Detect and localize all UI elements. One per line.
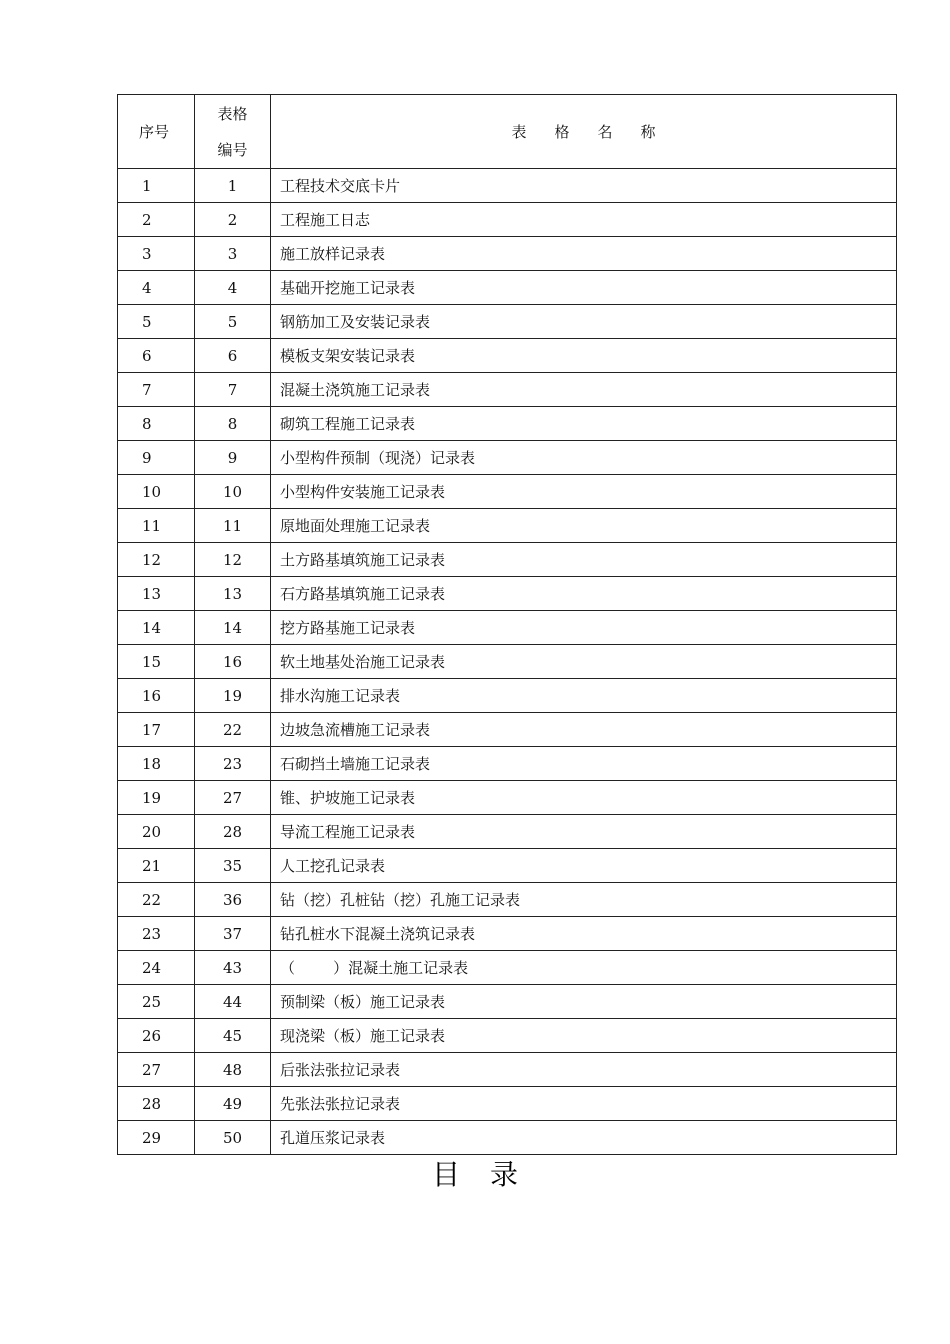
row-code-cell: 19 bbox=[195, 679, 271, 713]
row-seq-cell: 13 bbox=[118, 577, 195, 611]
row-code-cell: 5 bbox=[195, 305, 271, 339]
row-name-cell: 现浇梁（板）施工记录表 bbox=[271, 1019, 897, 1053]
row-seq-cell: 26 bbox=[118, 1019, 195, 1053]
row-code-cell: 6 bbox=[195, 339, 271, 373]
table-row bbox=[118, 917, 897, 951]
row-seq-cell: 7 bbox=[118, 373, 195, 407]
table-row bbox=[118, 577, 897, 611]
row-name-cell: 石方路基填筑施工记录表 bbox=[271, 577, 897, 611]
table-row bbox=[118, 1121, 897, 1155]
row-name-cell: 钢筋加工及安装记录表 bbox=[271, 305, 897, 339]
row-code-cell: 28 bbox=[195, 815, 271, 849]
table-row bbox=[118, 373, 897, 407]
row-code-cell: 36 bbox=[195, 883, 271, 917]
row-seq-cell: 14 bbox=[118, 611, 195, 645]
row-seq-cell: 16 bbox=[118, 679, 195, 713]
row-code-cell: 45 bbox=[195, 1019, 271, 1053]
row-code-cell: 12 bbox=[195, 543, 271, 577]
header-name: 表格名称 bbox=[271, 95, 897, 169]
row-code-cell: 13 bbox=[195, 577, 271, 611]
row-name-cell: 预制梁（板）施工记录表 bbox=[271, 985, 897, 1019]
row-name-cell: 原地面处理施工记录表 bbox=[271, 509, 897, 543]
row-name-cell: 先张法张拉记录表 bbox=[271, 1087, 897, 1121]
row-seq-cell: 2 bbox=[118, 203, 195, 237]
table-row bbox=[118, 849, 897, 883]
row-seq-cell: 15 bbox=[118, 645, 195, 679]
row-code-cell: 9 bbox=[195, 441, 271, 475]
table-row bbox=[118, 169, 897, 203]
row-name-cell: 工程施工日志 bbox=[271, 203, 897, 237]
row-code-cell: 10 bbox=[195, 475, 271, 509]
row-name-cell: 小型构件安装施工记录表 bbox=[271, 475, 897, 509]
row-code-cell: 7 bbox=[195, 373, 271, 407]
table-body bbox=[118, 169, 897, 1155]
row-seq-cell: 5 bbox=[118, 305, 195, 339]
row-seq-cell: 28 bbox=[118, 1087, 195, 1121]
table-row bbox=[118, 815, 897, 849]
row-seq-cell: 22 bbox=[118, 883, 195, 917]
row-seq-cell: 21 bbox=[118, 849, 195, 883]
row-name-cell: 排水沟施工记录表 bbox=[271, 679, 897, 713]
table-row bbox=[118, 781, 897, 815]
row-code-cell: 8 bbox=[195, 407, 271, 441]
row-code-cell: 4 bbox=[195, 271, 271, 305]
row-seq-cell: 17 bbox=[118, 713, 195, 747]
row-name-cell: 孔道压浆记录表 bbox=[271, 1121, 897, 1155]
row-seq-cell: 25 bbox=[118, 985, 195, 1019]
row-name-cell: 基础开挖施工记录表 bbox=[271, 271, 897, 305]
row-seq-cell: 23 bbox=[118, 917, 195, 951]
table-row bbox=[118, 883, 897, 917]
row-seq-cell: 12 bbox=[118, 543, 195, 577]
row-name-cell: 边坡急流槽施工记录表 bbox=[271, 713, 897, 747]
table-row bbox=[118, 1087, 897, 1121]
row-code-cell: 48 bbox=[195, 1053, 271, 1087]
table-row bbox=[118, 475, 897, 509]
row-name-cell: 施工放样记录表 bbox=[271, 237, 897, 271]
row-code-cell: 22 bbox=[195, 713, 271, 747]
table-row bbox=[118, 203, 897, 237]
header-seq: 序号 bbox=[118, 95, 195, 169]
row-name-cell: 模板支架安装记录表 bbox=[271, 339, 897, 373]
row-code-cell: 50 bbox=[195, 1121, 271, 1155]
row-seq-cell: 29 bbox=[118, 1121, 195, 1155]
page-title: 目录 bbox=[431, 1158, 548, 1191]
table-row bbox=[118, 339, 897, 373]
row-seq-cell: 3 bbox=[118, 237, 195, 271]
row-seq-cell: 20 bbox=[118, 815, 195, 849]
table-row bbox=[118, 407, 897, 441]
table-row bbox=[118, 1053, 897, 1087]
row-seq-cell: 18 bbox=[118, 747, 195, 781]
row-seq-cell: 19 bbox=[118, 781, 195, 815]
row-code-cell: 37 bbox=[195, 917, 271, 951]
row-code-cell: 3 bbox=[195, 237, 271, 271]
row-code-cell: 35 bbox=[195, 849, 271, 883]
row-name-cell: 小型构件预制（现浇）记录表 bbox=[271, 441, 897, 475]
row-code-cell: 1 bbox=[195, 169, 271, 203]
table-row bbox=[118, 509, 897, 543]
row-seq-cell: 8 bbox=[118, 407, 195, 441]
row-name-cell: 土方路基填筑施工记录表 bbox=[271, 543, 897, 577]
row-name-cell: 砌筑工程施工记录表 bbox=[271, 407, 897, 441]
row-name-cell: 钻孔桩水下混凝土浇筑记录表 bbox=[271, 917, 897, 951]
table-row bbox=[118, 1019, 897, 1053]
row-name-cell: 挖方路基施工记录表 bbox=[271, 611, 897, 645]
table-row bbox=[118, 305, 897, 339]
table-row bbox=[118, 985, 897, 1019]
row-seq-cell: 1 bbox=[118, 169, 195, 203]
table-row bbox=[118, 441, 897, 475]
table-row bbox=[118, 747, 897, 781]
row-code-cell: 43 bbox=[195, 951, 271, 985]
header-code bbox=[195, 95, 271, 169]
row-seq-cell: 9 bbox=[118, 441, 195, 475]
row-seq-cell: 24 bbox=[118, 951, 195, 985]
row-seq-cell: 4 bbox=[118, 271, 195, 305]
row-name-cell: 钻（挖）孔桩钻（挖）孔施工记录表 bbox=[271, 883, 897, 917]
row-code-cell: 14 bbox=[195, 611, 271, 645]
table-row bbox=[118, 611, 897, 645]
row-name-cell: 混凝土浇筑施工记录表 bbox=[271, 373, 897, 407]
row-code-cell: 49 bbox=[195, 1087, 271, 1121]
row-seq-cell: 6 bbox=[118, 339, 195, 373]
header-code-line1: 表格 bbox=[217, 104, 248, 123]
table-row bbox=[118, 543, 897, 577]
row-code-cell: 2 bbox=[195, 203, 271, 237]
table-row bbox=[118, 679, 897, 713]
row-name-cell: 后张法张拉记录表 bbox=[271, 1053, 897, 1087]
row-name-cell: （ ）混凝土施工记录表 bbox=[271, 951, 897, 985]
row-seq-cell: 27 bbox=[118, 1053, 195, 1087]
row-code-cell: 27 bbox=[195, 781, 271, 815]
row-seq-cell: 11 bbox=[118, 509, 195, 543]
table-row bbox=[118, 237, 897, 271]
row-code-cell: 44 bbox=[195, 985, 271, 1019]
forms-index-table bbox=[117, 94, 897, 1155]
row-code-cell: 16 bbox=[195, 645, 271, 679]
row-name-cell: 软土地基处治施工记录表 bbox=[271, 645, 897, 679]
row-seq-cell: 10 bbox=[118, 475, 195, 509]
table-row bbox=[118, 271, 897, 305]
table-row bbox=[118, 951, 897, 985]
table-row bbox=[118, 713, 897, 747]
table-header-row bbox=[118, 95, 897, 169]
header-code-line2: 编号 bbox=[217, 140, 248, 159]
row-code-cell: 23 bbox=[195, 747, 271, 781]
row-name-cell: 人工挖孔记录表 bbox=[271, 849, 897, 883]
row-name-cell: 锥、护坡施工记录表 bbox=[271, 781, 897, 815]
row-name-cell: 导流工程施工记录表 bbox=[271, 815, 897, 849]
table-row bbox=[118, 645, 897, 679]
row-name-cell: 石砌挡土墙施工记录表 bbox=[271, 747, 897, 781]
row-code-cell: 11 bbox=[195, 509, 271, 543]
row-name-cell: 工程技术交底卡片 bbox=[271, 169, 897, 203]
